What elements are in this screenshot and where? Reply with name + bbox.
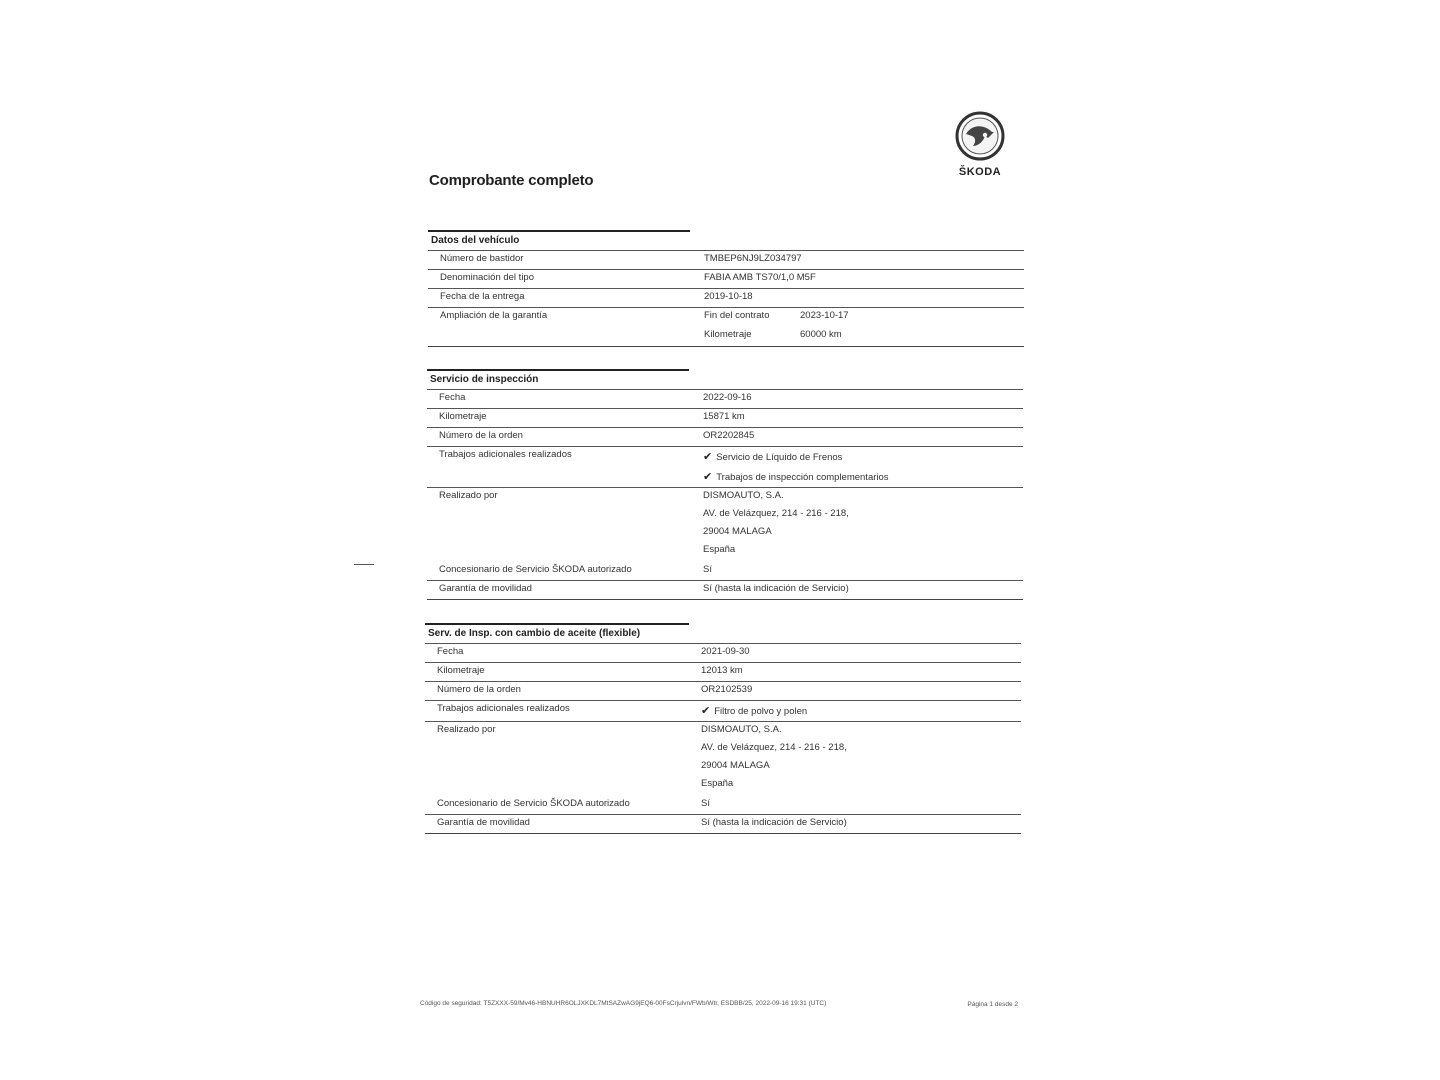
section-divider bbox=[427, 599, 1023, 600]
skoda-logo bbox=[950, 110, 1010, 180]
margin-mark bbox=[354, 564, 374, 565]
security-code: Código de seguridad: T5ZXXX-59/Mv46-HBNUHR6OLJXKDL7MtSAZwAG9jEQ6-00FsCrjulvn/FWb/Wtr, ESDBB/25, 2022-09-16 19:31 (UTC) bbox=[420, 1000, 827, 1007]
section-heading: Servicio de inspección bbox=[427, 369, 689, 389]
warranty-row: Ampliación de la garantía Fin del contrato 2023-10-17 Kilometraje 60000 km bbox=[428, 307, 1024, 346]
checkmark-icon: ✔ bbox=[703, 451, 713, 463]
performed-by-row: Realizado por DISMOAUTO, S.A. AV. de Velázquez, 214 - 216 - 218, 29004 MALAGA España bbox=[427, 487, 1023, 562]
section-heading: Datos del vehículo bbox=[428, 230, 690, 250]
additional-works-row: Trabajos adicionales realizados ✔ Servicio de Líquido de Frenos ✔ Trabajos de inspección complementarios bbox=[427, 446, 1023, 487]
table-row: Fecha de la entrega 2019-10-18 bbox=[428, 288, 1024, 307]
skoda-winged-arrow-icon bbox=[954, 110, 1006, 162]
table-row: Fecha 2021-09-30 bbox=[425, 643, 1021, 662]
performed-by-row: Realizado por DISMOAUTO, S.A. AV. de Velázquez, 214 - 216 - 218, 29004 MALAGA España bbox=[425, 721, 1021, 796]
dealer-row: Concesionario de Servicio ŠKODA autorizado Sí bbox=[439, 564, 712, 575]
section-heading: Serv. de Insp. con cambio de aceite (flexible) bbox=[425, 623, 689, 643]
dealer-row: Concesionario de Servicio ŠKODA autorizado Sí bbox=[437, 798, 710, 809]
vehicle-data-section bbox=[428, 230, 1024, 347]
table-row: Número de bastidor TMBEP6NJ9LZ034797 bbox=[428, 250, 1024, 269]
section-divider bbox=[428, 346, 1024, 347]
oil-service-section bbox=[425, 623, 1021, 834]
table-row: Kilometraje 12013 km bbox=[425, 662, 1021, 681]
table-row: Número de la orden OR2102539 bbox=[425, 681, 1021, 700]
table-row: Fecha 2022-09-16 bbox=[427, 389, 1023, 408]
table-row: Kilometraje 15871 km bbox=[427, 408, 1023, 427]
table-row: Número de la orden OR2202845 bbox=[427, 427, 1023, 446]
table-row: Denominación del tipo FABIA AMB TS70/1,0 M5F bbox=[428, 269, 1024, 288]
checkmark-icon: ✔ bbox=[701, 705, 711, 717]
mobility-row: Garantía de movilidad Sí (hasta la indicación de Servicio) bbox=[425, 814, 1021, 833]
mobility-row: Garantía de movilidad Sí (hasta la indicación de Servicio) bbox=[427, 580, 1023, 599]
page-number: Página 1 desde 2 bbox=[967, 1001, 1018, 1008]
brand-name: ŠKODA bbox=[958, 166, 1002, 178]
additional-works-row: Trabajos adicionales realizados ✔ Filtro de polvo y polen bbox=[425, 700, 1021, 721]
page-title: Comprobante completo bbox=[429, 172, 594, 189]
inspection-service-section bbox=[427, 369, 1023, 600]
checkmark-icon: ✔ bbox=[703, 471, 713, 483]
section-divider bbox=[425, 833, 1021, 834]
